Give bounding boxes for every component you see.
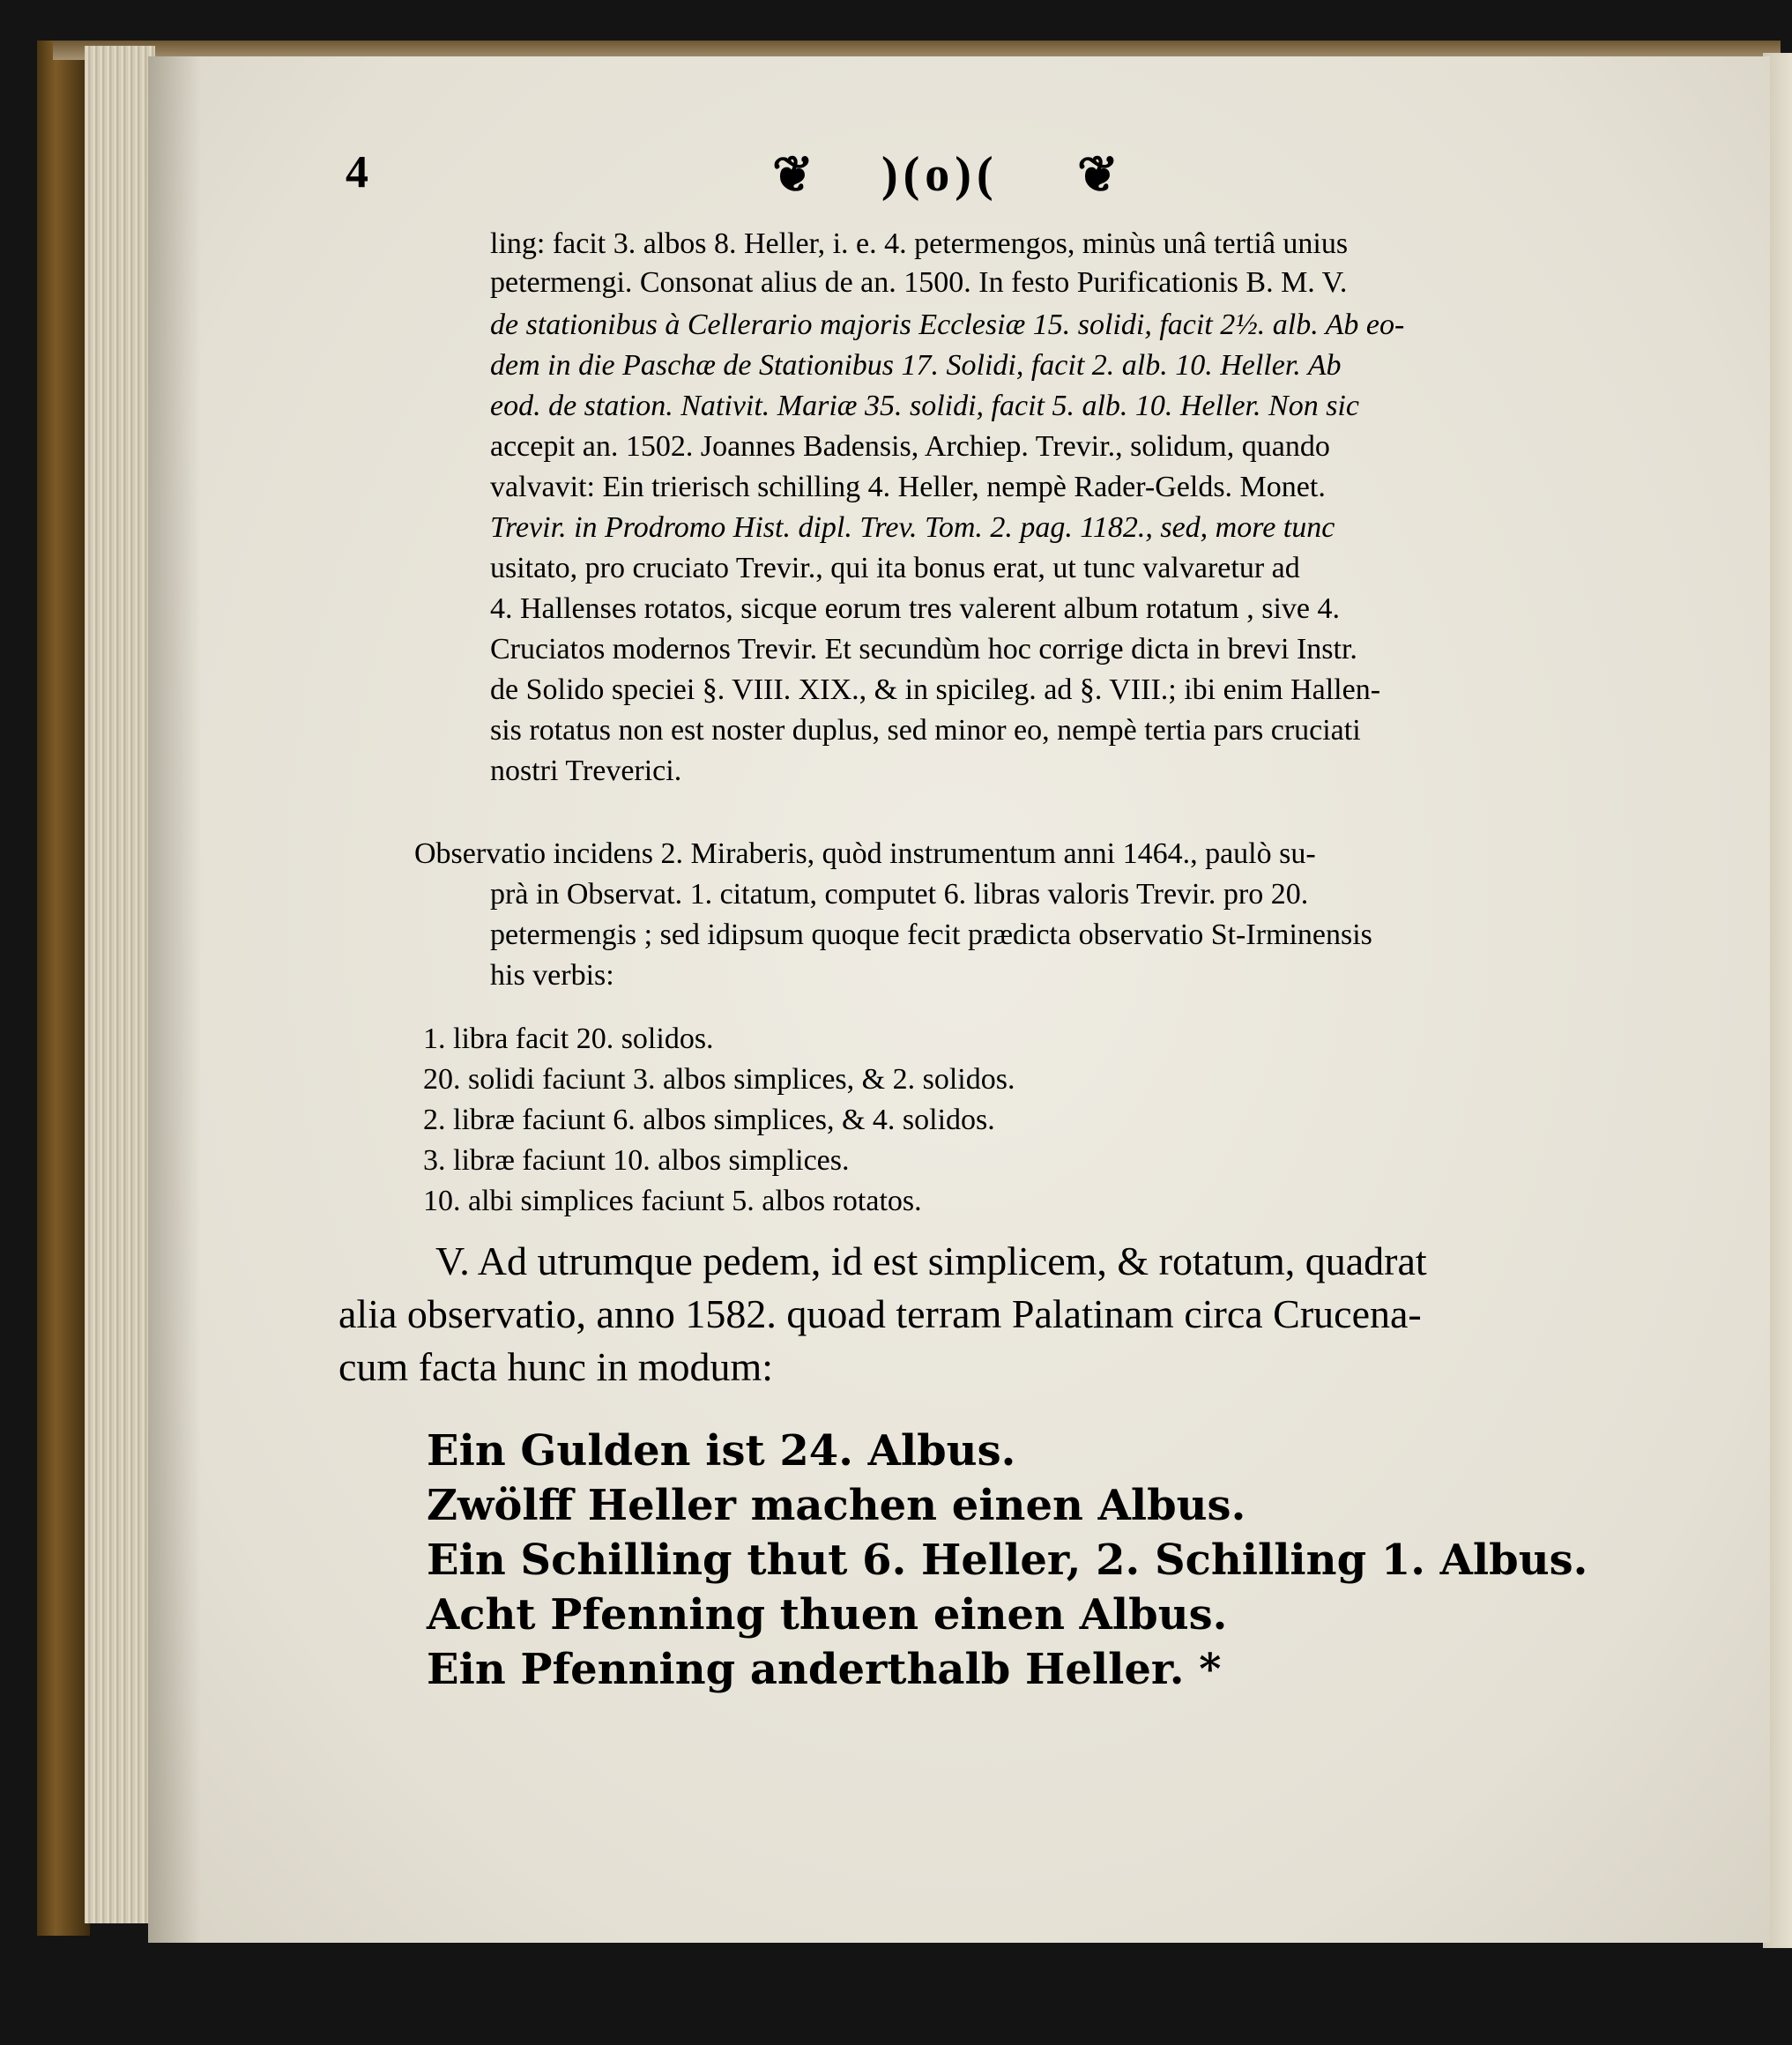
text-line: his verbis: [490, 959, 614, 992]
center-ornament-icon: )(o)( [881, 147, 999, 202]
text-line: eod. de station. Nativit. Mariæ 35. solidi, facit 5. alb. 10. Heller. Non sic [490, 390, 1359, 422]
right-ornament-icon: ❦ [1077, 148, 1119, 203]
text-line: 4. Hallenses rotatos, sicque eorum tres valerent album rotatum , sive 4. [490, 592, 1341, 625]
text-line: de stationibus à Cellerario majoris Ecclesiæ 15. solidi, facit 2½. alb. Ab eo- [490, 309, 1405, 341]
text-line: nostri Treverici. [490, 755, 682, 787]
text-line: Observatio incidens 2. Miraberis, quòd instrumentum anni 1464., paulò su- [414, 837, 1316, 870]
list-item: 10. albi simplices faciunt 5. albos rotatos. [423, 1185, 922, 1217]
verse-line: Ein Schilling thut 6. Heller, 2. Schilling 1. Albus. [427, 1536, 1588, 1585]
section-line: V. Ad utrumque pedem, id est simplicem, & rotatum, quadrat [435, 1238, 1427, 1283]
page-number: 4 [346, 147, 368, 197]
left-ornament-icon: ❦ [772, 148, 814, 203]
text-line: prà in Observat. 1. citatum, computet 6. libras valoris Trevir. pro 20. [490, 878, 1309, 911]
book-binding [37, 41, 90, 1936]
verse-line: Ein Pfenning anderthalb Heller. * [427, 1645, 1222, 1694]
text-line: valvavit: Ein trierisch schilling 4. Heller, nempè Rader-Gelds. Monet. [490, 471, 1326, 503]
verse-line: Acht Pfenning thuen einen Albus. [427, 1590, 1228, 1640]
text-line: usitato, pro cruciato Trevir., qui ita bonus erat, ut tunc valvaretur ad [490, 552, 1300, 584]
list-item: 3. libræ faciunt 10. albos simplices. [423, 1144, 850, 1177]
text-line: sis rotatus non est noster duplus, sed minor eo, nempè tertia pars cruciati [490, 714, 1361, 747]
verse-line: Ein Gulden ist 24. Albus. [427, 1426, 1016, 1476]
text-line: de Solido speciei §. VIII. XIX., & in spicileg. ad §. VIII.; ibi enim Hallen- [490, 673, 1381, 706]
page-stack-edge [85, 46, 155, 1923]
text-line: petermengis ; sed idipsum quoque fecit prædicta observatio St-Irminensis [490, 918, 1372, 951]
text-line: Cruciatos modernos Trevir. Et secundùm hoc corrige dicta in brevi Instr. [490, 633, 1357, 666]
list-item: 2. libræ faciunt 6. albos simplices, & 4. solidos. [423, 1104, 995, 1136]
text-line: accepit an. 1502. Joannes Badensis, Archiep. Trevir., solidum, quando [490, 430, 1330, 463]
verse-line: Zwölff Heller machen einen Albus. [427, 1481, 1246, 1530]
section-line: alia observatio, anno 1582. quoad terram Palatinam circa Crucena- [338, 1291, 1422, 1336]
text-line: petermengi. Consonat alius de an. 1500. In festo Purificationis B. M. V. [490, 266, 1348, 299]
list-item: 20. solidi faciunt 3. albos simplices, & 2. solidos. [423, 1063, 1015, 1096]
text-line: dem in die Paschæ de Stationibus 17. Solidi, facit 2. alb. 10. Heller. Ab [490, 349, 1342, 382]
section-line: cum facta hunc in modum: [338, 1344, 774, 1389]
text-line: Trevir. in Prodromo Hist. dipl. Trev. Tom. 2. pag. 1182., sed, more tunc [490, 511, 1335, 544]
text-line: ling: facit 3. albos 8. Heller, i. e. 4. petermengos, minùs unâ tertiâ unius [490, 227, 1349, 260]
gutter-shadow [148, 56, 201, 1943]
list-item: 1. libra facit 20. solidos. [423, 1022, 714, 1055]
